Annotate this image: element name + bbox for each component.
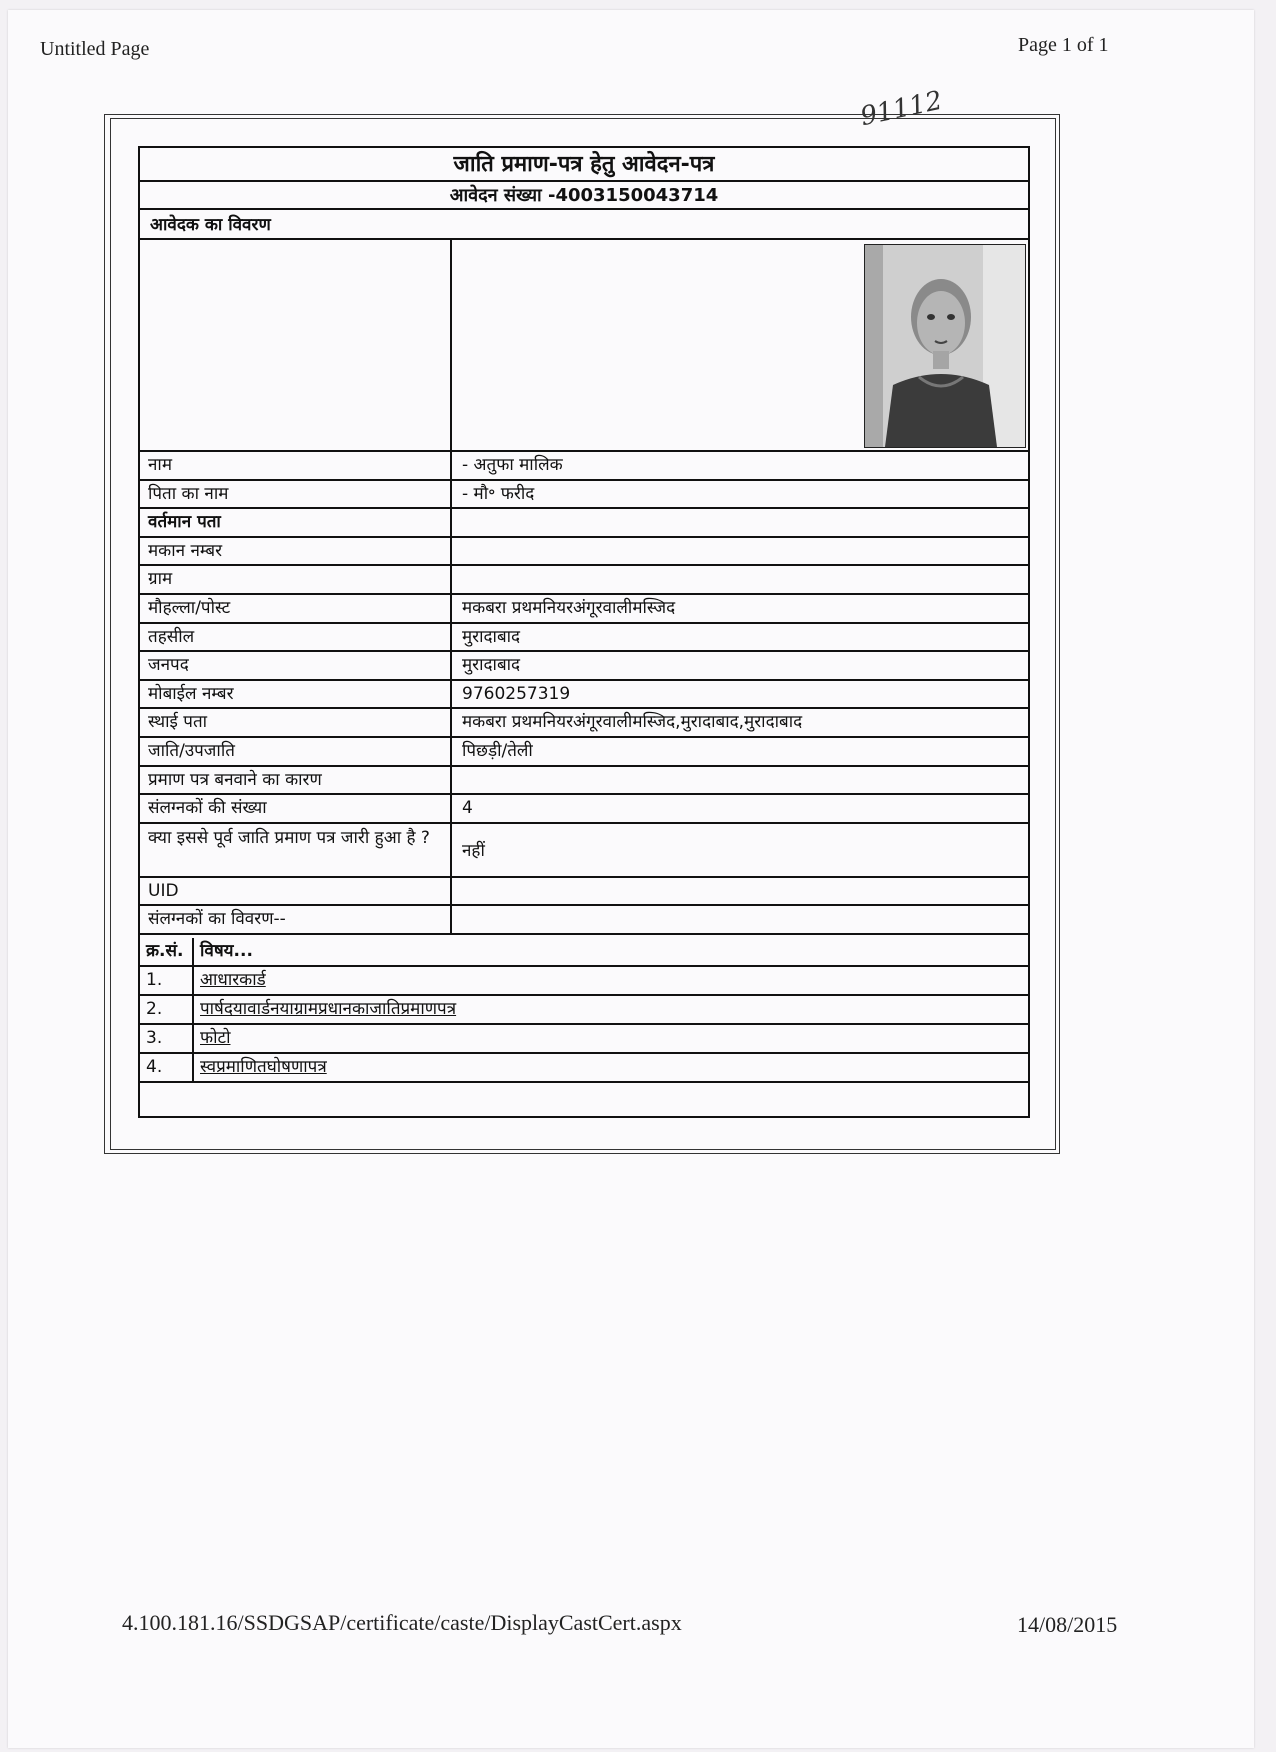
field-row-caste — [140, 738, 1028, 767]
field-label: क्या इससे पूर्व जाति प्रमाण पत्र जारी हुआ है ? — [140, 824, 452, 876]
attachment-link[interactable]: फोटो — [200, 1028, 231, 1048]
field-label: तहसील — [140, 624, 452, 651]
field-row-uid — [140, 878, 1028, 907]
applicant-details-heading: आवेदक का विवरण — [140, 210, 1028, 240]
application-number: आवेदन संख्या -4003150043714 — [140, 182, 1028, 210]
table-footer-gap — [140, 1088, 1028, 1116]
print-date: 14/08/2015 — [1017, 1612, 1118, 1637]
field-label: ग्राम — [140, 566, 452, 593]
field-value — [452, 767, 1028, 794]
field-row-reason — [140, 767, 1028, 796]
field-value: - अतुफा मालिक — [462, 455, 563, 475]
field-row-tehsil — [140, 624, 1028, 653]
field-row-mobile — [140, 681, 1028, 710]
print-page-title: Untitled Page — [40, 38, 150, 60]
field-value: मकबरा प्रथमनियरअंगूरवालीमस्जिद,मुरादाबाद,मुरादाबाद — [462, 712, 803, 733]
field-row-name — [140, 452, 1028, 481]
field-value: मुरादाबाद — [462, 655, 521, 676]
field-row-father-name — [140, 481, 1028, 510]
field-label: UID — [140, 878, 452, 905]
field-value — [452, 538, 1028, 565]
field-value: पिछड़ी/तेली — [462, 741, 533, 761]
field-label: प्रमाण पत्र बनवाने का कारण — [140, 767, 452, 794]
attachment-row — [140, 1054, 1028, 1083]
field-value — [452, 906, 1028, 933]
field-label: नाम — [140, 452, 452, 479]
field-row-locality — [140, 595, 1028, 624]
field-label: स्थाई पता — [140, 709, 452, 736]
print-page-number: Page 1 of 1 — [1018, 34, 1109, 56]
field-row-current-address — [140, 509, 1028, 538]
field-label: मोबाईल नम्बर — [140, 681, 452, 708]
applicant-photo-image — [865, 245, 1025, 447]
print-url: 4.100.181.16/SSDGSAP/certificate/caste/DisplayCastCert.aspx — [122, 1610, 682, 1635]
field-value — [452, 509, 1028, 536]
field-value: मकबरा प्रथमनियरअंगूरवालीमस्जिद — [462, 598, 676, 618]
field-value: मुरादाबाद — [462, 626, 521, 647]
field-label: मकान नम्बर — [140, 538, 452, 565]
attachments-header-row — [140, 938, 1028, 967]
photo-row-left-cell — [140, 240, 452, 452]
field-row-previous-certificate — [140, 824, 1028, 878]
applicant-photo — [864, 244, 1026, 448]
serial-number-header: क्र.सं. — [140, 938, 194, 965]
field-value — [452, 878, 1028, 905]
attachment-row — [140, 996, 1028, 1025]
attachment-row — [140, 967, 1028, 996]
attachment-link[interactable]: आधारकार्ड — [200, 970, 266, 990]
attachment-row — [140, 1025, 1028, 1054]
attachment-link[interactable]: स्वप्रमाणितघोषणापत्र — [200, 1057, 327, 1077]
field-label: संलग्नकों का विवरण-- — [140, 906, 452, 933]
attachment-serial: 4. — [140, 1054, 194, 1081]
field-value — [452, 566, 1028, 593]
attachment-serial: 2. — [140, 996, 194, 1023]
attachment-link[interactable]: पार्षदयावार्डनयाग्रामप्रधानकाजातिप्रमाणपत्र — [200, 999, 457, 1019]
field-value: नहीं — [462, 840, 485, 861]
attachment-serial: 1. — [140, 967, 194, 994]
field-value: 9760257319 — [462, 683, 571, 704]
subject-header: विषय... — [200, 941, 253, 961]
handwritten-note: 91112 — [857, 85, 945, 133]
field-label: संलग्नकों की संख्या — [140, 795, 452, 822]
field-label: मौहल्ला/पोस्ट — [140, 595, 452, 622]
field-row-village — [140, 566, 1028, 595]
field-row-district — [140, 652, 1028, 681]
field-label: जाति/उपजाति — [140, 738, 452, 765]
field-label: जनपद — [140, 652, 452, 679]
field-row-attachment-count — [140, 795, 1028, 824]
field-row-permanent-address — [140, 709, 1028, 738]
field-value: - मौ॰ फरीद — [462, 483, 535, 504]
field-row-house-number — [140, 538, 1028, 567]
field-value: 4 — [462, 798, 473, 819]
form-title: जाति प्रमाण-पत्र हेतु आवेदन-पत्र — [140, 148, 1028, 182]
attachment-serial: 3. — [140, 1025, 194, 1052]
field-label: वर्तमान पता — [140, 509, 452, 536]
field-label: पिता का नाम — [140, 481, 452, 508]
field-row-attachment-details — [140, 906, 1028, 935]
